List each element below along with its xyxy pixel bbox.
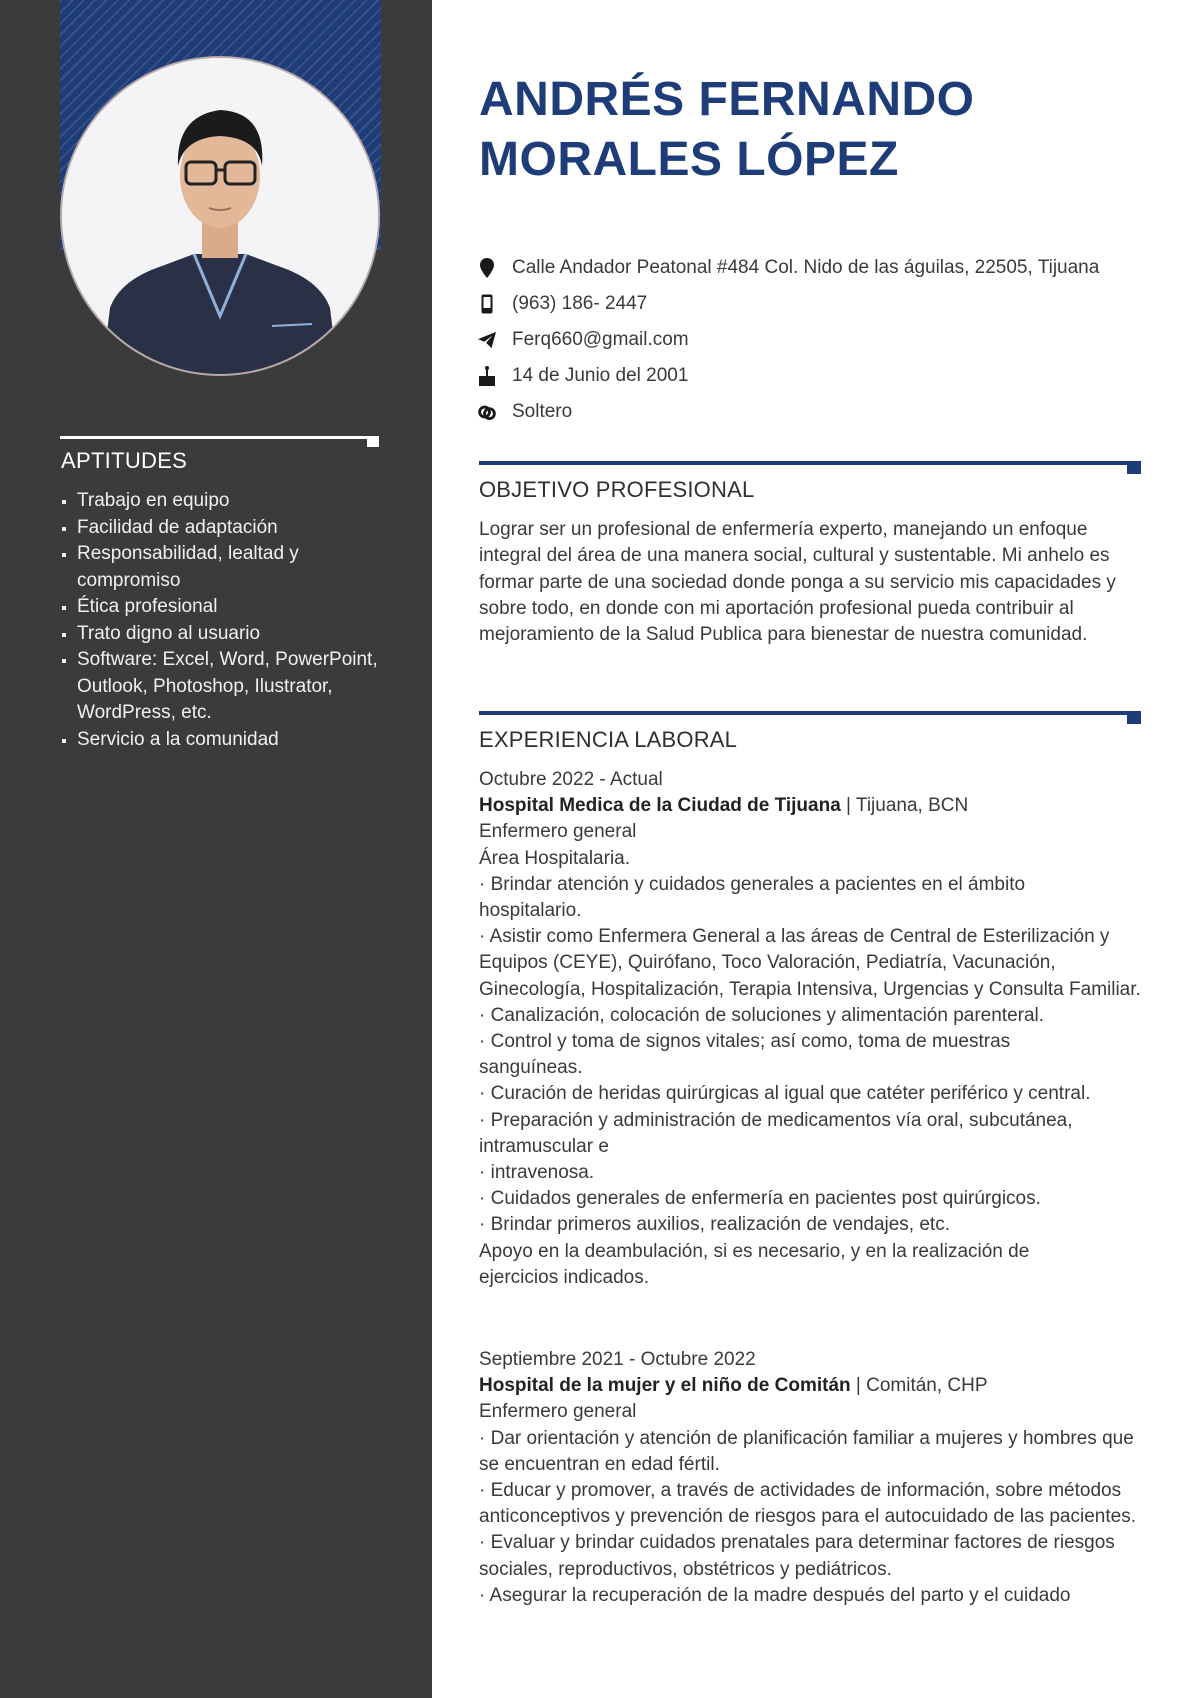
aptitudes-divider — [60, 436, 378, 439]
contact-birthdate: 14 de Junio del 2001 — [478, 358, 1178, 394]
job-duty: · Educar y promover, a través de actividades de información, sobre métodos anticonceptivos y prevención de riesgos para el autocuidado de las pacientes. — [479, 1480, 1136, 1528]
aptitude-item: Servicio a la comunidad — [60, 727, 405, 754]
objective-title: OBJETIVO PROFESIONAL — [479, 477, 755, 502]
job-duty: · Asegurar la recuperación de la madre después del parto y el cuidado — [479, 1584, 1071, 1606]
profile-photo — [60, 56, 380, 376]
location-pin-icon — [478, 258, 496, 278]
name-line-2: MORALES LÓPEZ — [479, 133, 899, 186]
aptitude-item: Software: Excel, Word, PowerPoint, Outlook, Photoshop, Ilustrator, WordPress, etc. — [60, 647, 387, 727]
aptitude-item: Trabajo en equipo — [60, 488, 405, 515]
job-employer-line — [479, 793, 1149, 819]
aptitude-item: Trato digno al usuario — [60, 621, 405, 648]
aptitude-item: Responsabilidad, lealtad y compromiso — [60, 541, 327, 594]
job-duty: · Canalización, colocación de soluciones y alimentación parenteral. — [479, 1004, 1045, 1026]
job-duty: · Curación de heridas quirúrgicas al igual que catéter periférico y central. — [479, 1083, 1091, 1105]
job-location: | Comitán, CHP — [850, 1375, 988, 1397]
job-role: Enfermero general — [479, 821, 637, 843]
job-role: Enfermero general — [479, 1401, 637, 1423]
objective-divider-square — [1127, 461, 1141, 474]
full-name — [479, 70, 1159, 190]
job-period: Septiembre 2021 - Octubre 2022 — [479, 1349, 756, 1370]
aptitudes-list — [60, 488, 405, 753]
job-employer: Hospital Medica de la Ciudad de Tijuana — [479, 795, 841, 817]
aptitude-item: Facilidad de adaptación — [60, 515, 405, 542]
contact-address: Calle Andador Peatonal #484 Col. Nido de las águilas, 22505, Tijuana — [478, 250, 1178, 286]
contact-phone: (963) 186- 2447 — [478, 286, 1178, 322]
job-duty: · Asistir como Enfermera General a las áreas de Central de Esterilización y Equipos (CEYE), Quirófano, Toco Valoración, Pediatría, Vacunación, Ginecología, Hospitalización, Terapia Intensiva, Urgencias y Consulta Familiar. — [479, 926, 1141, 1000]
experience-divider — [479, 711, 1141, 715]
objective-divider — [479, 461, 1141, 465]
aptitudes-title: APTITUDES — [61, 448, 188, 473]
job-location: | Tijuana, BCN — [840, 795, 969, 817]
job-duty: Área Hospitalaria. — [479, 847, 631, 869]
job-duty: Apoyo en la deambulación, si es necesario, y en la realización de ejercicios indicados. — [479, 1240, 1030, 1288]
birthday-cake-icon — [478, 366, 496, 386]
aptitude-item: Ética profesional — [60, 594, 405, 621]
job-employer: Hospital de la mujer y el niño de Comitán — [479, 1375, 851, 1397]
mobile-phone-icon — [478, 294, 496, 314]
experience-divider-square — [1127, 711, 1141, 724]
job-duty: · Cuidados generales de enfermería en pacientes post quirúrgicos. — [479, 1188, 1041, 1210]
paper-plane-icon — [478, 330, 496, 350]
name-line-1: ANDRÉS FERNANDO — [479, 73, 975, 126]
job-duty: · Evaluar y brindar cuidados prenatales para determinar factores de riesgos sociales, reproductivos, obstétricos y pediátricos. — [479, 1532, 1115, 1580]
aptitudes-divider-square — [367, 436, 379, 447]
job-duty: · Preparación y administración de medicamentos vía oral, subcutánea, intramuscular e — [479, 1109, 1073, 1157]
job-entry-2 — [479, 1347, 1149, 1609]
job-duty: · Brindar atención y cuidados generales a pacientes en el ámbito hospitalario. — [479, 873, 1026, 922]
contact-info — [478, 250, 1178, 430]
contact-marital-status: Soltero — [478, 394, 1178, 430]
job-duty: · Dar orientación y atención de planificación familiar a mujeres y hombres que se encuentran en edad fértil. — [479, 1427, 1134, 1475]
job-period: Octubre 2022 - Actual — [479, 769, 663, 790]
sidebar — [0, 0, 432, 1698]
job-duty: · Brindar primeros auxilios, realización de vendajes, etc. — [479, 1214, 950, 1236]
job-employer-line — [479, 1373, 1149, 1399]
contact-email[interactable]: Ferq660@gmail.com — [478, 322, 1178, 358]
experience-title: EXPERIENCIA LABORAL — [479, 727, 738, 752]
job-entry-1 — [479, 767, 1149, 1291]
rings-icon — [478, 402, 496, 422]
job-duty: · Control y toma de signos vitales; así como, toma de muestras sanguíneas. — [479, 1031, 1011, 1079]
job-duty: · intravenosa. — [479, 1162, 595, 1184]
objective-text: Lograr ser un profesional de enfermería experto, manejando un enfoque integral del área de una manera social, cultural y sustentable. Mi anhelo es formar parte de una sociedad donde ponga a su servicio mis capacidades y sobre todo, en donde con mi aportación profesional pueda contribuir al mejoramiento de la Salud Publica para bienestar de nuestra comunidad. — [479, 519, 1116, 646]
